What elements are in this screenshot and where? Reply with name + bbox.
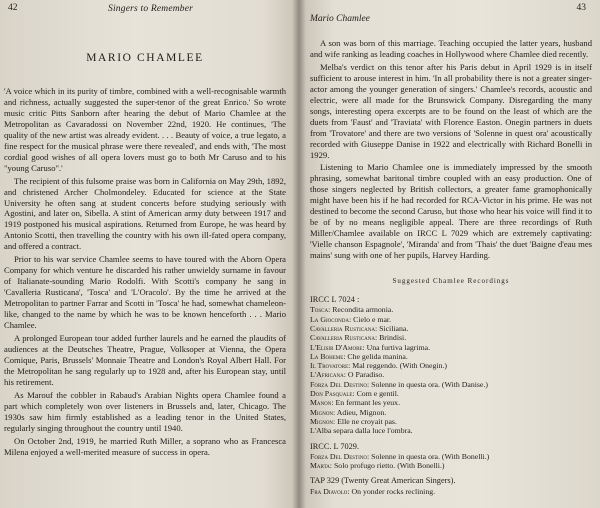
aria-title: : Recondita armonia. bbox=[328, 305, 394, 315]
right-running-title: Mario Chamlee bbox=[310, 14, 370, 24]
opera-name: Forza Del Destino bbox=[310, 379, 367, 389]
opera-name: La Gioconda bbox=[310, 314, 350, 324]
paragraph: The recipient of this fulsome praise was born in California on May 29th, 1892, and christened Archer Cholmondeley. Educated for science at the State University he often sang at student concerts before studying seriously with Agostini, and later on, Sibella. A stint of American army duty between 1917 and 1919 postponed his musical aspirations. Returned from Europe, he was heard by Antonio Scotti, then travelling the country with his own ill-fated opera company, and offered a contract. bbox=[4, 175, 286, 252]
paragraph: Listening to Mario Chamlee one is immediately impressed by the smooth phrasing, somewhat baritonal timbre coupled with an easy production. One of those singers neglected by British collectors, a greater fame gramophonically might have been his if he had recorded for RCA-Victor in his prime. He was not destined to become the second Caruso, but those who hear his voice will find it to be of by no means negligible appeal. There are three recordings of Ruth Miller/Chamlee available on IRCC L 7029 which are extremely captivating: 'Vielle chanson Espagnole', 'Miranda' and from 'Thais' the duet 'Baigne d'eau mes mains' sung with one of her pupils, Harvey Harding. bbox=[310, 162, 592, 261]
paragraph: A son was born of this marriage. Teaching occupied the latter years, husband and wife ranking as leading coaches in Hollywood where Chamlee died recently. bbox=[310, 38, 592, 59]
opera-name: L'Elisir D'Amore bbox=[310, 342, 363, 352]
recording-track bbox=[310, 452, 592, 461]
paragraph: Melba's verdict on this tenor after his Paris debut in April 1929 is in itself sufficient to arouse interest in him. 'In all probability there is not a greater singer-actor among the younger generation of singers.' Chamlee's records, acoustic and electric, were all made for the Brunswick Company. Disregarding the many songs, interesting opera excerpts are to be found on the least of which are the duets from 'Faust' and 'Traviata' with Florence Easton. Onegin partners in duets from 'Trovatore' and there are two versions of 'Solenne in quest ora' acoustically recorded with Giuseppe Danise in 1922 and electrically with Richard Bonelli in 1929. bbox=[310, 61, 592, 160]
recording-track bbox=[310, 370, 592, 379]
recording-track bbox=[310, 408, 592, 417]
recordings-list bbox=[310, 295, 592, 496]
right-page bbox=[298, 0, 600, 508]
aria-title: : Elle ne croyait pas. bbox=[333, 416, 397, 426]
opera-name: Mignon bbox=[310, 416, 334, 426]
aria-title: : Cielo e mar. bbox=[349, 314, 392, 324]
opera-name: Manon bbox=[310, 398, 332, 408]
aria-title: : Adieu, Mignon. bbox=[333, 407, 387, 417]
right-running-head bbox=[310, 2, 592, 24]
opera-name: Cavalleria Rusticana bbox=[310, 333, 375, 343]
aria-title: : Che gelida manina. bbox=[343, 351, 408, 361]
recording-track bbox=[310, 380, 592, 389]
left-running-title: Singers to Remember bbox=[108, 4, 194, 14]
aria-title: : En fermant les yeux. bbox=[331, 398, 401, 408]
paragraph: 'A voice which in its purity of timbre, combined with a well-recognisable warmth and richness, actually suggested the super-tenor of the great Enrico.' So wrote music critic Pitts Sanborn after hearing the debut of Mario Chamlee at the Metropolitan as Cavaradossi on November 22nd, 1920. He continues, 'The quality of the new artist was already evident. . . . Beauty of voice, a true legato, a fine respect for the musical phrase were there revealed', and ends with, 'The most cordial good wishes of all opera lovers must go to both Mr Caruso and to his "young Caruso".' bbox=[4, 86, 286, 173]
left-page bbox=[0, 0, 298, 508]
aria-title: : Solo profugo rietto. (With Bonelli.) bbox=[329, 461, 445, 471]
left-body-text bbox=[4, 86, 286, 457]
opera-name: La Boheme bbox=[310, 351, 344, 361]
aria-title: : Solenne in questa ora. (With Danise.) bbox=[367, 379, 488, 389]
recording-track bbox=[310, 315, 592, 324]
aria-title: : Una furtiva lagrima. bbox=[362, 342, 431, 352]
paragraph: As Marouf the cobbler in Rabaud's Arabian Nights opera Chamlee found a part which completely won over listeners in Brussels and, later, Chicago. The 1930s saw him firmly established as a leading tenor in the United States, regularly singing throughout the country until 1940. bbox=[4, 389, 286, 433]
opera-name: Don Pasquale bbox=[310, 389, 353, 399]
recording-track bbox=[310, 305, 592, 314]
recording-track bbox=[310, 487, 592, 496]
recording-track bbox=[310, 461, 592, 470]
book-gutter bbox=[292, 0, 306, 508]
left-page-number: 42 bbox=[8, 3, 18, 13]
paragraph: Prior to his war service Chamlee seems to have toured with the Aborn Opera Company for which venture he discarded his rather unwieldy surname in favour of Italianate-sounding Mario Rodolfi. With Scotti's company he sang in 'Cavalleria Rusticana', 'Tosca' and 'L'Oracolo'. By the time he arrived at the Metropolitan to partner Farrar and Scotti in 'Tosca' he had, somewhat chameleon-like, changed to the name by which he was to be known henceforth . . . Mario Chamlee. bbox=[4, 254, 286, 331]
recording-label: IRCC. L 7029. bbox=[310, 441, 360, 451]
opera-name: Fra Diavolo bbox=[310, 486, 348, 496]
recording-track bbox=[310, 426, 592, 435]
right-body-text bbox=[310, 38, 592, 261]
opera-name: Marta bbox=[310, 461, 330, 471]
recording-track bbox=[310, 417, 592, 426]
article-title: MARIO CHAMLEE bbox=[86, 52, 204, 64]
recording-track bbox=[310, 389, 592, 398]
recording-track bbox=[310, 343, 592, 352]
recording-label: TAP 329 (Twenty Great American Singers). bbox=[310, 476, 456, 486]
left-running-head bbox=[4, 2, 286, 16]
recording-track bbox=[310, 352, 592, 361]
opera-name: Mignon bbox=[310, 407, 334, 417]
aria-title: : O Paradiso. bbox=[343, 370, 385, 380]
aria-title: : Solenne in questa ora. (With Bonelli.) bbox=[367, 451, 490, 461]
paragraph: On October 2nd, 1919, he married Ruth Miller, a soprano who as Francesca Milena enjoyed a well-merited measure of success in opera. bbox=[4, 435, 286, 457]
aria-title: : Siciliana. bbox=[374, 323, 409, 333]
aria-title: L'Alba separa dalla luce l'ombra. bbox=[310, 426, 413, 436]
paragraph: A prolonged European tour added further laurels and he earned the plaudits of audiences at the Deutsches Theatre, Prague, Volksoper at Vienna, the Opera Comique, Paris, Brussels' Monnaie Theatre and London's Royal Albert Hall. For the Metropolitan he sang regularly up to 1928 and, after his European stay, until his retirement. bbox=[4, 332, 286, 387]
recording-track bbox=[310, 324, 592, 333]
recording-track bbox=[310, 398, 592, 407]
right-page-number: 43 bbox=[576, 3, 586, 13]
recording-label: IRCC L 7024 : bbox=[310, 295, 360, 305]
opera-name: Cavalleria Rusticana bbox=[310, 323, 375, 333]
recording-track bbox=[310, 361, 592, 370]
opera-name: Il Trovatore bbox=[310, 361, 349, 371]
opera-name: Forza Del Destino bbox=[310, 451, 367, 461]
aria-title: : Com e gentil. bbox=[352, 389, 399, 399]
opera-name: Tosca bbox=[310, 305, 329, 315]
recording-track bbox=[310, 333, 592, 342]
opera-name: L'Africana bbox=[310, 370, 344, 380]
aria-title: : Mal reggendo. (With Onegin.) bbox=[348, 361, 448, 371]
aria-title: : Brindisi. bbox=[374, 333, 407, 343]
recordings-heading: Suggested Chamlee Recordings bbox=[392, 277, 510, 286]
aria-title: : On yonder rocks reclining. bbox=[347, 486, 436, 496]
